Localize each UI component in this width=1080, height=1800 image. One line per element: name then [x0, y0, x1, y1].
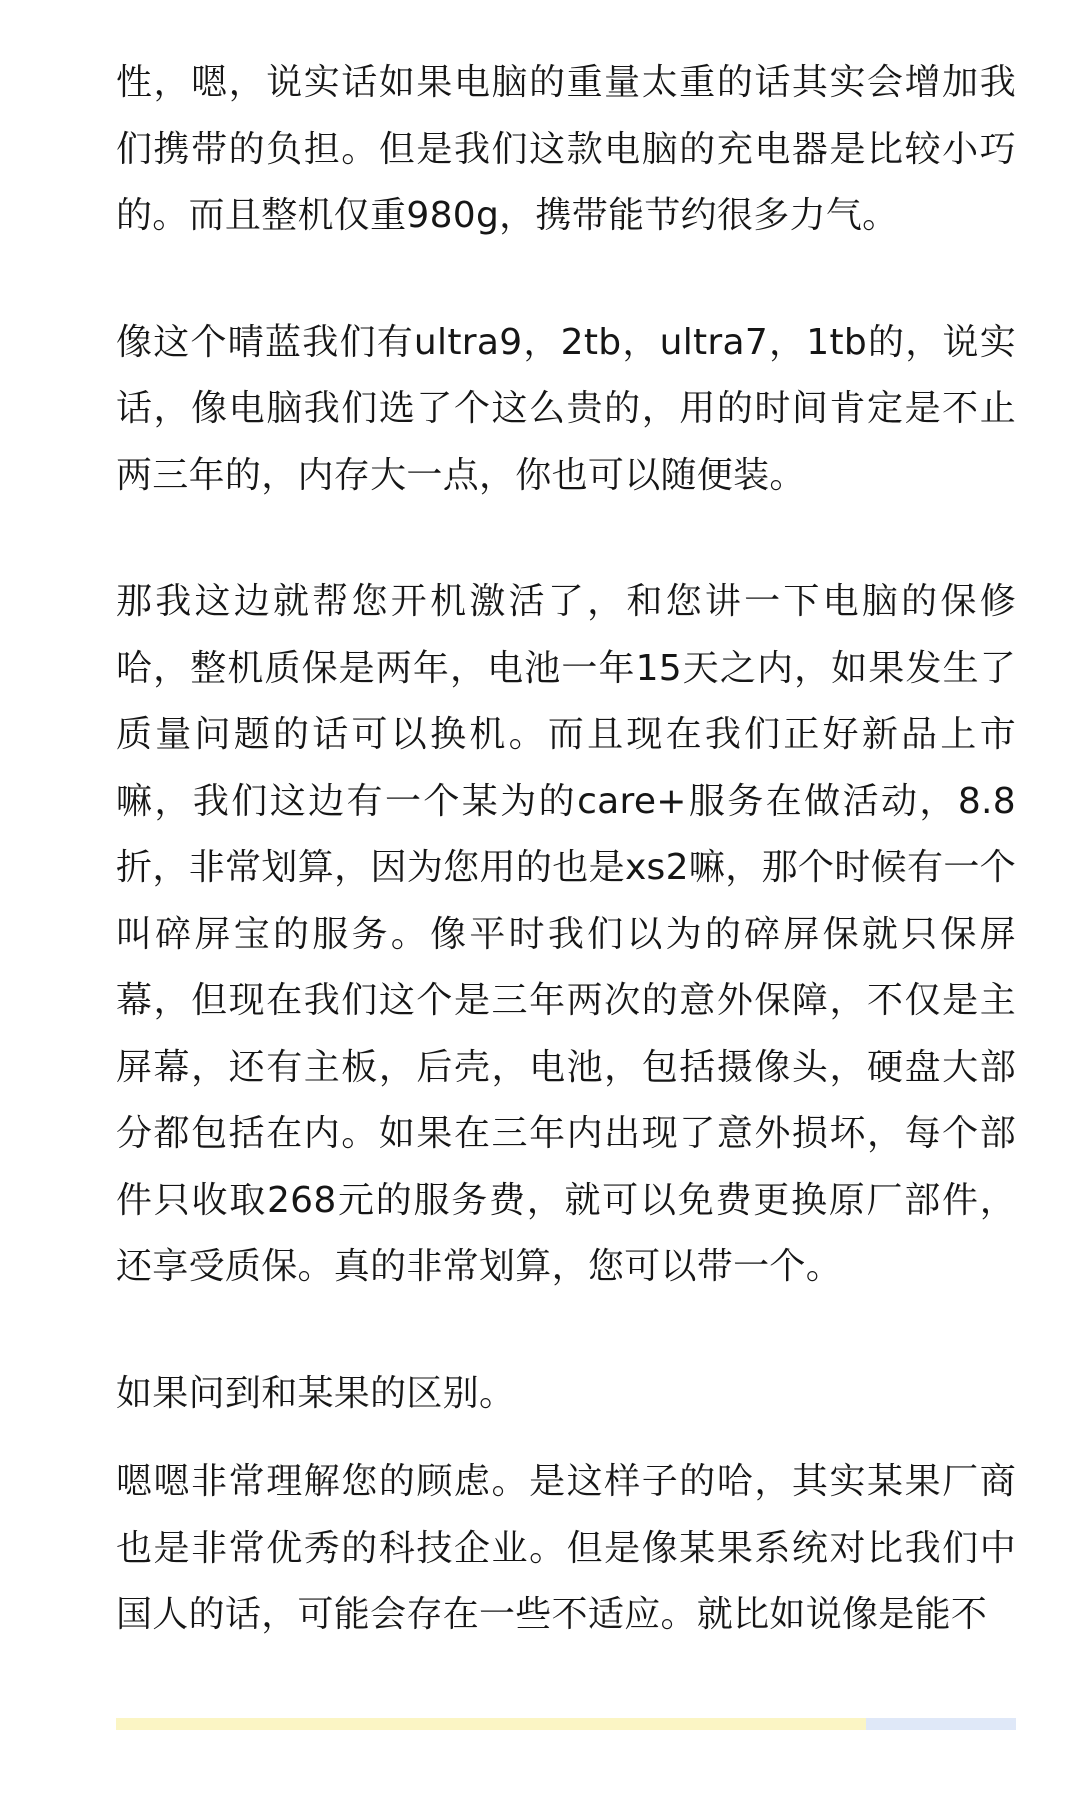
article-body: [116, 50, 1016, 1649]
bottom-decorative-bar: [116, 1718, 1016, 1730]
paragraph-question-heading: 如果问到和某果的区别。: [116, 1372, 516, 1414]
paragraph-warranty-care: 那我这边就帮您开机激活了，和您讲一下电脑的保修哈，整机质保是两年，电池一年15天之内，如果发生了质量问题的话可以换机。而且现在我们正好新品上市嘛，我们这边有一个某为的care+服务在做活动，8.8折，非常划算，因为您用的也是xs2嘛，那个时候有一个叫碎屏宝的服务。像平时我们以为的碎屏保就只保屏幕，但现在我们这个是三年两次的意外保障，不仅是主屏幕，还有主板，后壳，电池，包括摄像头，硬盘大部分都包括在内。如果在三年内出现了意外损坏，每个部件只收取268元的服务费，就可以免费更换原厂部件，还享受质保。真的非常划算，您可以带一个。: [116, 581, 1016, 1287]
bottom-bar-yellow-segment: [116, 1718, 866, 1730]
bottom-bar-blue-segment: [866, 1718, 1016, 1730]
paragraph-comparison: 嗯嗯非常理解您的顾虑。是这样子的哈，其实某果厂商也是非常优秀的科技企业。但是像某果系统对比我们中国人的话，可能会存在一些不适应。就比如说像是能不: [116, 1461, 1016, 1635]
paragraph-weight: 性，嗯，说实话如果电脑的重量太重的话其实会增加我们携带的负担。但是我们这款电脑的充电器是比较小巧的。而且整机仅重980g，携带能节约很多力气。: [116, 62, 1016, 236]
paragraph-color-storage: 像这个晴蓝我们有ultra9，2tb，ultra7，1tb的，说实话，像电脑我们选了个这么贵的，用的时间肯定是不止两三年的，内存大一点，你也可以随便装。: [116, 321, 1016, 496]
